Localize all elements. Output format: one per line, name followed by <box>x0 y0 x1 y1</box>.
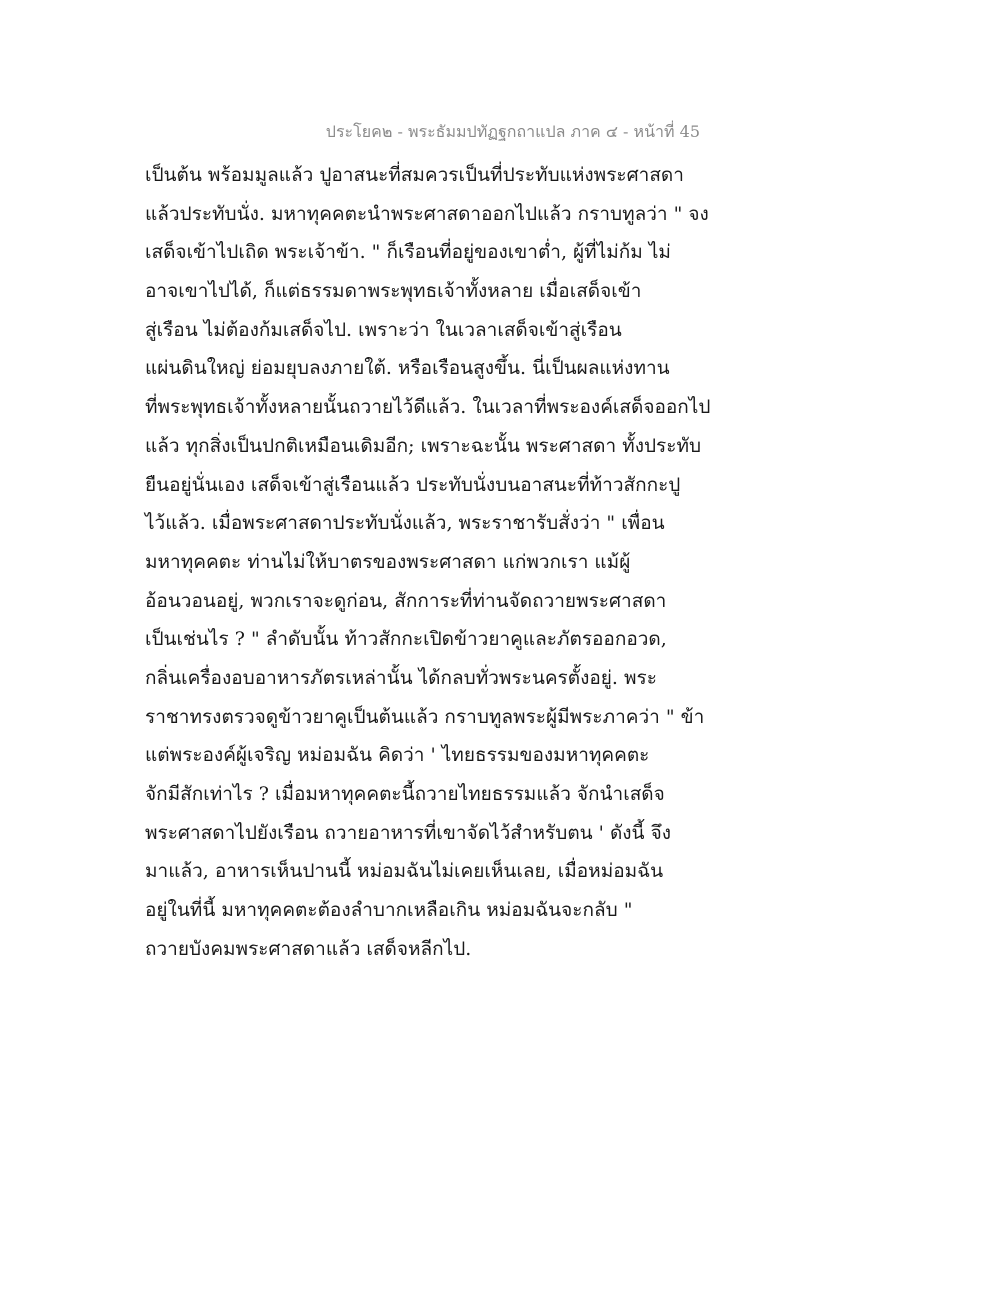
text-line-12: อ้อนวอนอยู่, พวกเราจะดูก่อน, สักการะที่ท่านจัดถวายพระศาสดา <box>145 589 667 612</box>
text-line-9: ยืนอยู่นั่นเอง เสด็จเข้าสู่เรือนแล้ว ประทับนั่งบนอาสนะที่ท้าวสักกะปู <box>145 473 681 496</box>
text-line-1: เป็นต้น พร้อมมูลแล้ว ปูอาสนะที่สมควรเป็นที่ประทับแห่งพระศาสดา <box>145 164 684 186</box>
text-line-7: ที่พระพุทธเจ้าทั้งหลายนั้นถวายไว้ดีแล้ว. ในเวลาที่พระองค์เสด็จออกไป <box>145 396 711 419</box>
body-text <box>145 156 865 968</box>
text-line-3: เสด็จเข้าไปเถิด พระเจ้าข้า. " ก็เรือนที่อยู่ของเขาต่ำ, ผู้ที่ไม่ก้ม ไม่ <box>145 241 671 264</box>
text-line-21: ถวายบังคมพระศาสดาแล้ว เสด็จหลีกไป. <box>145 937 472 960</box>
text-line-5: สู่เรือน ไม่ต้องก้มเสด็จไป. เพราะว่า ในเวลาเสด็จเข้าสู่เรือน <box>145 318 622 341</box>
text-line-4: อาจเขาไปได้, ก็แต่ธรรมดาพระพุทธเจ้าทั้งหลาย เมื่อเสด็จเข้า <box>145 280 642 303</box>
text-line-11: มหาทุคคตะ ท่านไม่ให้บาตรของพระศาสดา แก่พวกเรา แม้ผู้ <box>145 550 631 573</box>
text-line-15: ราชาทรงตรวจดูข้าวยาคูเป็นต้นแล้ว กราบทูลพระผู้มีพระภาคว่า " ข้า <box>145 705 705 728</box>
text-line-17: จักมีสักเท่าไร ? เมื่อมหาทุคคตะนี้ถวายไทยธรรมแล้ว จักนำเสด็จ <box>145 783 665 805</box>
text-line-6: แผ่นดินใหญ่ ย่อมยุบลงภายใต้. หรือเรือนสูงขึ้น. นี่เป็นผลแห่งทาน <box>145 357 670 380</box>
text-line-14: กลิ่นเครื่องอบอาหารภัตรเหล่านั้น ได้กลบทั่วพระนครตั้งอยู่. พระ <box>145 666 657 689</box>
text-line-19: มาแล้ว, อาหารเห็นปานนี้ หม่อมฉันไม่เคยเห็นเลย, เมื่อหม่อมฉัน <box>145 860 664 883</box>
text-line-13: เป็นเช่นไร ? " ลำดับนั้น ท้าวสักกะเปิดข้าวยาคูและภัตรออกอวด, <box>145 628 667 651</box>
text-line-18: พระศาสดาไปยังเรือน ถวายอาหารที่เขาจัดไว้สำหรับตน ' ดังนี้ จึง <box>145 821 671 844</box>
text-line-16: แต่พระองค์ผู้เจริญ หม่อมฉัน คิดว่า ' ไทยธรรมของมหาทุคคตะ <box>145 744 650 767</box>
running-header: ประโยค๒ - พระธัมมปทัฏฐกถาแปล ภาค ๔ - หน้าที่ 45 <box>325 122 700 141</box>
text-line-2: แล้วประทับนั่ง. มหาทุคคตะนำพระศาสดาออกไปแล้ว กราบทูลว่า " จง <box>145 202 709 225</box>
text-line-8: แล้ว ทุกสิ่งเป็นปกติเหมือนเดิมอีก; เพราะฉะนั้น พระศาสดา ทั้งประทับ <box>145 434 702 457</box>
text-line-20: อยู่ในที่นี้ มหาทุคคตะต้องลำบากเหลือเกิน หม่อมฉันจะกลับ " <box>145 899 633 922</box>
text-line-10: ไว้แล้ว. เมื่อพระศาสดาประทับนั่งแล้ว, พระราชารับสั่งว่า " เพื่อน <box>145 512 665 535</box>
